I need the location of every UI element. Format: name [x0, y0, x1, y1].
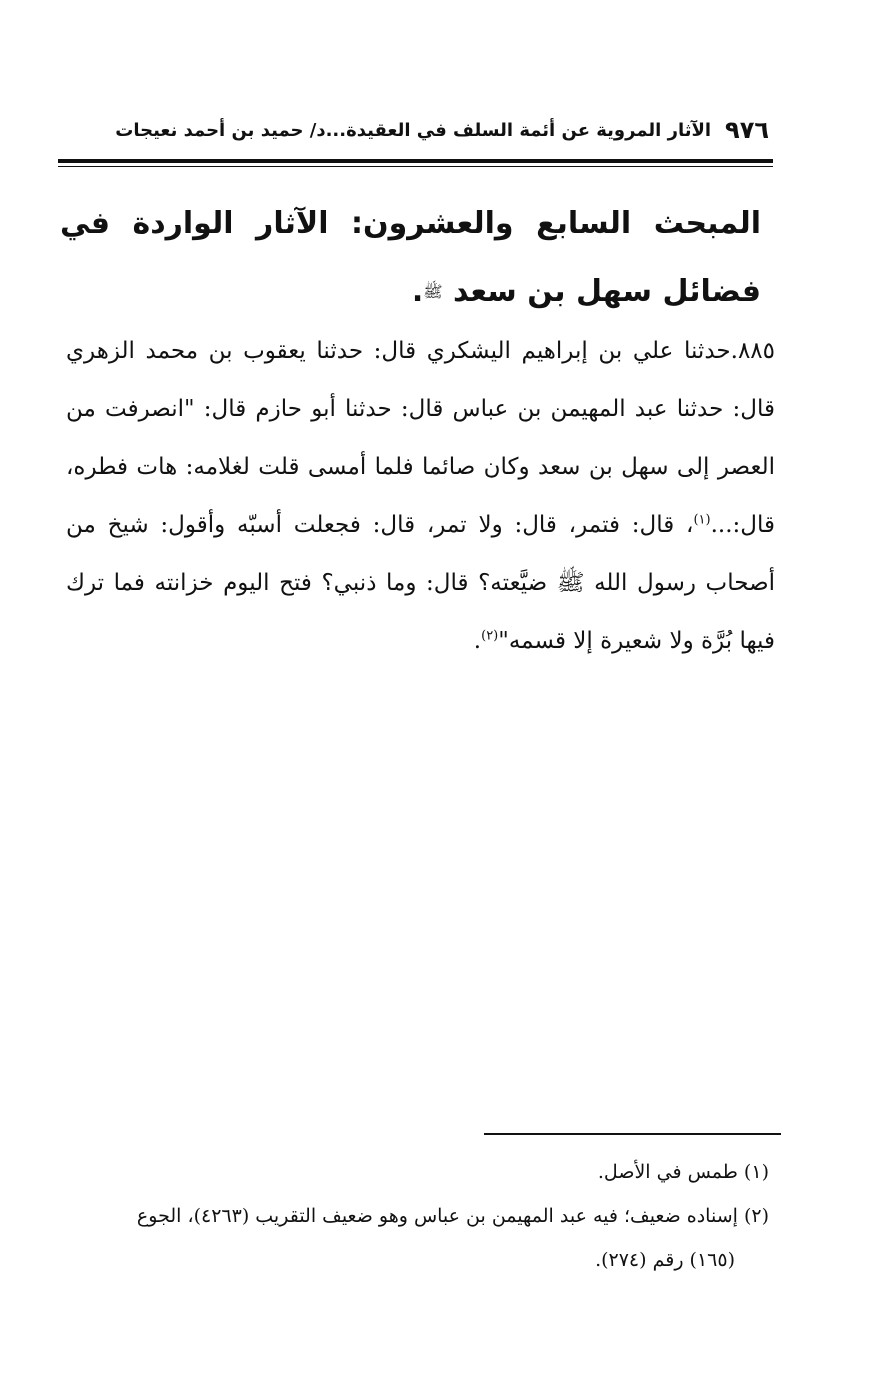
- footnote-2: (٢) إسناده ضعيف؛ فيه عبد المهيمن بن عباس وهو ضعيف التقريب (٤٢٦٣)، الجوع: [136, 1205, 769, 1227]
- footnote-2-continued: (١٦٥) رقم (٢٧٤).: [595, 1249, 735, 1271]
- narration-text-part-2: ، قال: فتمر، قال: ولا تمر، قال: فجعلت أسبّه وأقول: شيخ من أصحاب رسول الله ﷺ ضيَّعته؟ قال: وما ذنبي؟ فتح اليوم خزانته فما ترك فيها بُرَّة ولا شعيرة إلا قسمه": [66, 512, 775, 654]
- footnote-ref-1[interactable]: (١): [693, 512, 711, 528]
- honorific-glyph: ﷺ: [423, 282, 443, 301]
- header-rule-thick: [58, 159, 773, 163]
- page-header: [115, 110, 769, 150]
- narration-number: ٨٨٥.: [730, 338, 775, 364]
- footnotes: [60, 1150, 769, 1282]
- footnote-ref-2[interactable]: (٢): [481, 628, 499, 644]
- header-rule-thin: [58, 166, 773, 167]
- footnote-separator: [484, 1133, 781, 1135]
- narration-text-part-1: حدثنا علي بن إبراهيم اليشكري قال: حدثنا يعقوب بن محمد الزهري قال: حدثنا عبد المهيمن بن عباس قال: حدثنا أبو حازم قال: "انصرفت من العصر إلى سهل بن سعد وكان صائما فلما أمسى قلت لغلامه: هات فطره، قال:...: [66, 338, 775, 538]
- running-title: الآثار المروية عن أئمة السلف في العقيدة...د/ حميد بن أحمد نعيجات: [115, 119, 712, 141]
- section-title-end: .: [411, 274, 424, 309]
- narration-text-end: .: [473, 628, 482, 654]
- page-number: ٩٧٦: [725, 116, 769, 144]
- footnote-1: (١) طمس في الأصل.: [597, 1161, 769, 1183]
- narration-paragraph: [66, 322, 775, 670]
- section-title: [60, 190, 761, 326]
- section-title-text: المبحث السابع والعشرون: الآثار الواردة في فضائل سهل بن سعد: [60, 206, 761, 309]
